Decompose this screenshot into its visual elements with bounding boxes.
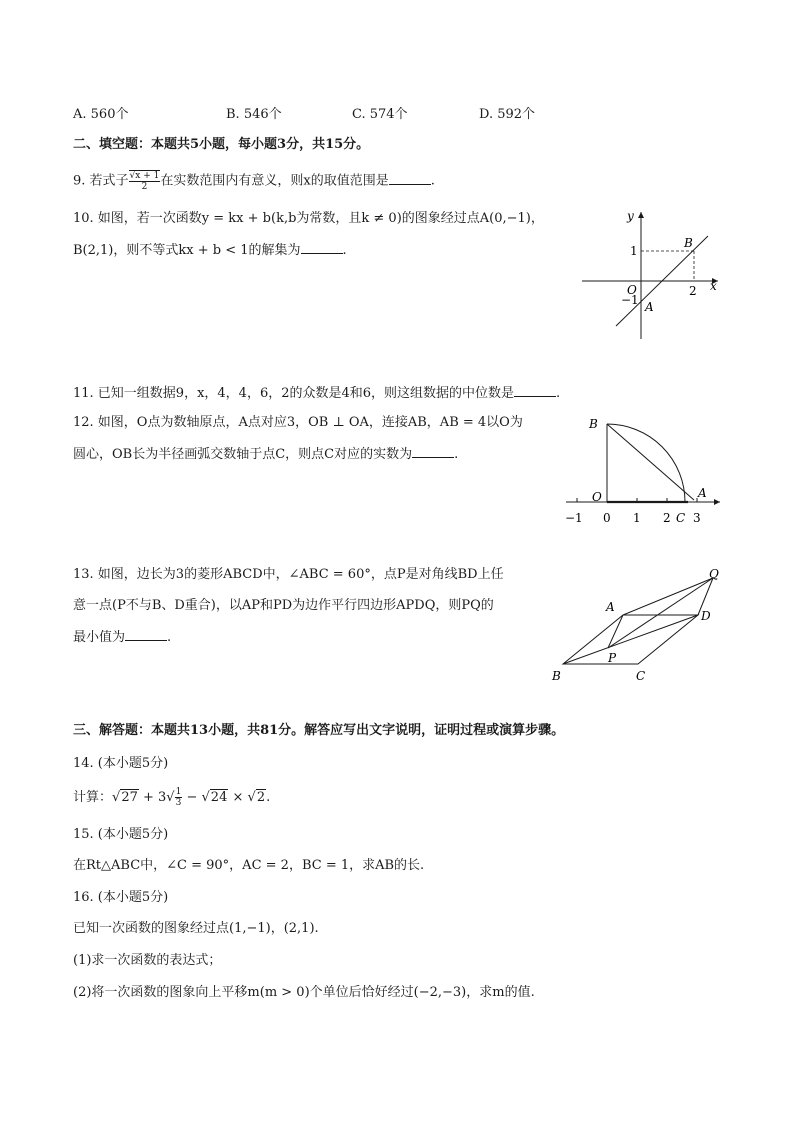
q12-segment-ab [607,424,694,500]
q10-end: . [342,243,347,258]
q10-origin-label: O [627,283,637,297]
q9-prefix: 9. 若式子 [73,173,129,189]
q10-figure [576,204,726,344]
q13-point-c: C [636,669,646,683]
q13-point-a: A [606,600,615,614]
q12-arc [607,424,685,502]
q9-denominator: 2 [141,182,148,192]
q13-line3 [73,628,171,647]
q13-segment-pq [608,578,713,648]
q11-end: . [556,386,561,401]
q9-end: . [430,173,435,189]
q10-line2-text: B(2,1)，则不等式kx + b < 1的解集为 [73,243,301,258]
q14-header: 14. (本小题5分) [73,756,169,771]
q10-point-b: B [684,236,693,250]
q12-figure [560,412,730,530]
q14-term4: 2 [256,790,266,805]
question-11 [73,384,560,403]
q13-line1: 13. 如图，边长为3的菱形ABCD中，∠ABC = 60°，点P是对角线BD上任 [73,567,504,582]
q12-end: . [454,447,459,462]
option-d: D. 592个 [479,107,536,122]
q13-end: . [167,630,172,645]
q10-line1: 10. 如图，若一次函数y = kx + b(k,b为常数，且k ≠ 0)的图象经过点A(0,−1)， [73,211,544,226]
q12-point-o: O [592,490,602,504]
q12-tick-label: 0 [603,511,611,525]
q10-x-label: x [710,279,717,293]
q16-part1: (1)求一次函数的表达式； [73,953,222,968]
q13-point-b: B [552,669,561,683]
q10-line2 [73,241,347,260]
q14-expression: 计算：√27 + 3√ $\frac{1}{3}$ − √24 × √2. [73,787,271,808]
q14-frac-den: 3 [175,798,182,808]
q11-text: 11. 已知一组数据9，x，4，4，6，2的众数是4和6，则这组数据的中位数是 [73,386,515,401]
q10-answer-blank[interactable] [301,241,343,254]
q13-diagonal-bd [563,615,698,664]
q13-answer-blank[interactable] [125,628,167,641]
q12-tick-label: −1 [565,511,583,525]
q12-point-b: B [589,417,598,431]
q13-point-q: Q [709,567,719,581]
q9-suffix: 在实数范围内有意义，则x的取值范围是 [160,173,389,189]
q13-point-p: P [608,651,617,665]
q9-fraction [129,170,161,192]
q16-header: 16. (本小题5分) [73,890,169,905]
q14-frac-num: 1 [175,787,182,797]
q12-tick-label: 2 [663,511,671,525]
q11-answer-blank[interactable] [514,384,556,397]
q10-tick-2: 2 [689,284,697,298]
q13-figure [548,566,728,686]
q14-plus3: + 3 [138,790,167,805]
q13-line2: 意一点(P不与B、D重合)，以AP和PD为边作平行四边形APDQ，则PQ的 [73,598,494,613]
q16-stem: 已知一次函数的图象经过点(1,−1)，(2,1). [73,921,319,936]
q12-tick-label: 1 [633,511,641,525]
q10-tick-1: 1 [630,244,638,258]
q14-times: × [228,790,248,805]
q14-term3: 24 [210,790,228,805]
option-c: C. 574个 [352,107,408,122]
option-b: B. 546个 [226,107,282,122]
q15-header: 15. (本小题5分) [73,827,169,842]
q14-minus: − [182,790,202,805]
q12-tick-label: 3 [693,511,701,525]
q14-end: . [266,790,271,805]
q14-prefix: 计算： [73,790,113,805]
q13-point-d: D [701,609,711,623]
question-9 [73,170,435,192]
q10-y-label: y [627,209,634,223]
q10-tick-minus1: −1 [621,293,639,307]
q9-answer-blank[interactable] [389,172,431,185]
q14-term1: 27 [121,790,138,805]
q16-part2: (2)将一次函数的图象向上平移m(m > 0)个单位后恰好经过(−2,−3)，求m的值. [73,985,535,1000]
section2-title: 二、填空题：本题共5小题，每小题3分，共15分。 [73,137,370,152]
q13-line3-text: 最小值为 [73,630,126,645]
q12-answer-blank[interactable] [412,445,454,458]
q13-segment-aq [623,578,713,615]
section3-title: 三、解答题：本题共13小题，共81分。解答应写出文字说明，证明过程或演算步骤。 [73,723,565,738]
q12-line2 [73,445,458,464]
q15-text: 在Rt△ABC中，∠C = 90°，AC = 2，BC = 1，求AB的长. [73,858,425,873]
q12-line2-text: 圆心，OB长为半径画弧交数轴于点C，则点C对应的实数为 [73,447,413,462]
option-a: A. 560个 [73,107,129,122]
q12-point-c: C [676,511,686,525]
q12-point-a: A [698,486,707,500]
q10-point-a: A [645,300,654,314]
q9-numerator: √x + 1 [129,171,160,181]
q12-line1: 12. 如图，O点为数轴原点，A点对应3，OB ⊥ OA，连接AB，AB = 4以O为 [73,415,523,430]
